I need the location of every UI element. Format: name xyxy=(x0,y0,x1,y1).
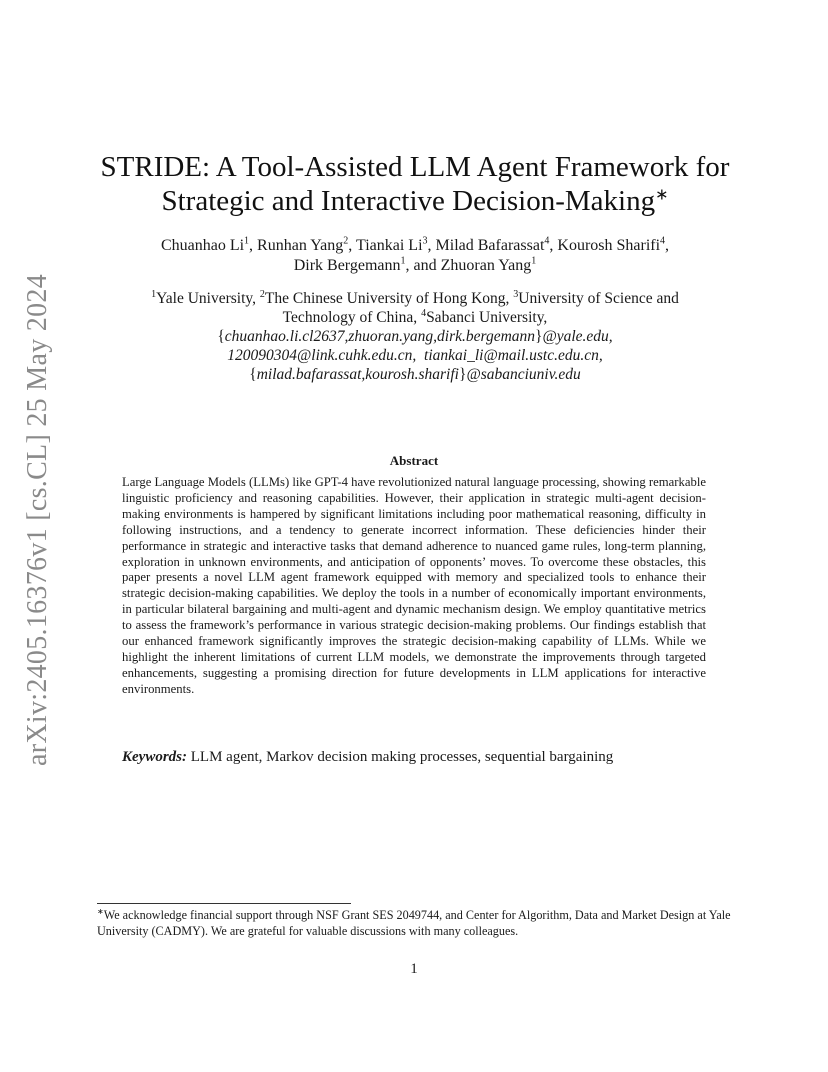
author-separator: , xyxy=(427,237,436,254)
email-sabanci-domain: @sabanciuniv.edu xyxy=(466,366,581,383)
email-brace-open: { xyxy=(217,328,225,345)
affiliation-mark: 2 xyxy=(259,288,265,300)
abstract-heading: Abstract xyxy=(389,453,439,468)
author-list xyxy=(110,236,720,276)
email-line-sabanci xyxy=(110,365,720,384)
keywords-line xyxy=(122,749,722,766)
author-affiliation-mark: 1 xyxy=(531,255,537,267)
author-affiliation-mark: 3 xyxy=(422,235,428,247)
author-separator: , xyxy=(249,237,258,254)
author-separator: , xyxy=(348,237,356,254)
footnote-divider xyxy=(97,903,351,904)
paper-title xyxy=(100,150,730,218)
affiliation-ustc: University of Science and xyxy=(518,290,679,307)
title-line-2-text: Strategic and Interactive Decision-Making xyxy=(161,185,656,217)
email-cuhk: 120090304@link.cuhk.edu.cn, xyxy=(227,347,417,364)
author-name: Zhuoran Yang xyxy=(440,257,532,274)
affiliation-mark: 4 xyxy=(421,307,427,319)
author-name: Milad Bafarassat xyxy=(435,237,545,254)
title-line-1: STRIDE: A Tool-Assisted LLM Agent Framework for xyxy=(100,151,730,183)
arxiv-identifier-stamp: arXiv:2405.16376v1 [cs.CL] 25 May 2024 xyxy=(22,273,53,767)
author-affiliation-mark: 1 xyxy=(244,235,250,247)
title-line-2 xyxy=(100,184,730,218)
author-affiliation-mark: 2 xyxy=(343,235,349,247)
email-brace-open: { xyxy=(249,366,257,383)
email-sabanci-names: milad.bafarassat,kourosh.sharifi xyxy=(256,366,459,383)
title-footnote-mark: ∗ xyxy=(655,186,669,204)
author-affiliation-mark: 1 xyxy=(400,255,406,267)
affiliation-sabanci: Sabanci University, xyxy=(426,309,548,326)
author-separator: , and xyxy=(405,257,441,274)
author-name: Tiankai Li xyxy=(356,237,423,254)
footnote-text: We acknowledge financial support through NSF Grant SES 2049744, and Center for Algorithm, Data and Market Design at Yale University (CADMY). We are grateful for valuable discussions with many colleagues. xyxy=(97,908,731,938)
email-brace-close: } xyxy=(535,328,543,345)
affiliation-ustc-cont: Technology of China, xyxy=(282,309,422,326)
affiliation-mark: 3 xyxy=(513,288,519,300)
abstract-body: Large Language Models (LLMs) like GPT-4 have revolutionized natural language processing, showing remarkable linguistic proficiency and reasoning capabilities. However, their application in strategic multi-agent decision-making environments is hampered by significant limitations including poor mathematical reasoning, difficulty in following instructions, and a tendency to generate incorrect information. These deficiencies hinder their performance in strategic and interactive tasks that demand adherence to nuanced game rules, long-term planning, exploration in unknown environments, and anticipation of opponents’ moves. To overcome these obstacles, this paper presents a novel LLM agent framework equipped with memory and specialized tools to enhance their strategic decision-making capabilities. We deploy the tools in a number of economically important environments, in particular bilateral bargaining and multi-agent and dynamic mechanism design. We employ quantitative metrics to assess the framework’s performance in various strategic decision-making problems. Our findings establish that our enhanced framework significantly improves the strategic decision-making capability of LLMs. While we highlight the inherent limitations of current LLM models, we demonstrate the improvements through targeted enhancements, suggesting a promising direction for future developments in LLM applications for interactive environments. xyxy=(122,475,706,696)
keywords-text: LLM agent, Markov decision making processes, sequential bargaining xyxy=(190,749,614,765)
author-separator: , xyxy=(665,237,670,254)
author-name: Chuanhao Li xyxy=(160,237,245,254)
email-line-yale xyxy=(110,327,720,346)
page-number: 1 xyxy=(410,961,418,977)
affiliation-line-2 xyxy=(110,308,720,327)
email-brace-close: } xyxy=(458,366,467,383)
affiliation-cuhk: The Chinese University of Hong Kong, xyxy=(264,290,514,307)
keywords-label: Keywords: xyxy=(122,749,187,765)
footnote xyxy=(97,907,733,939)
affiliation-line-1 xyxy=(110,289,720,308)
author-affiliation-mark: 4 xyxy=(544,235,550,247)
affiliation-mark: 1 xyxy=(151,288,157,300)
email-line-cuhk-ustc xyxy=(110,346,720,365)
author-name: Kourosh Sharifi xyxy=(557,237,661,254)
author-name: Runhan Yang xyxy=(257,237,344,254)
author-name: Dirk Bergemann xyxy=(293,257,401,274)
email-ustc: tiankai_li@mail.ustc.edu.cn, xyxy=(424,347,603,364)
footnote-mark: ∗ xyxy=(97,906,104,916)
email-yale-names: chuanhao.li.cl2637,zhuoran.yang,dirk.bergemann xyxy=(224,328,536,345)
affiliation-yale: Yale University, xyxy=(156,290,260,307)
affiliation-block xyxy=(110,289,720,384)
author-line-1 xyxy=(110,236,720,256)
author-affiliation-mark: 4 xyxy=(660,235,666,247)
author-line-2 xyxy=(110,256,720,276)
email-yale-domain: @yale.edu, xyxy=(542,328,613,345)
author-separator: , xyxy=(549,237,558,254)
